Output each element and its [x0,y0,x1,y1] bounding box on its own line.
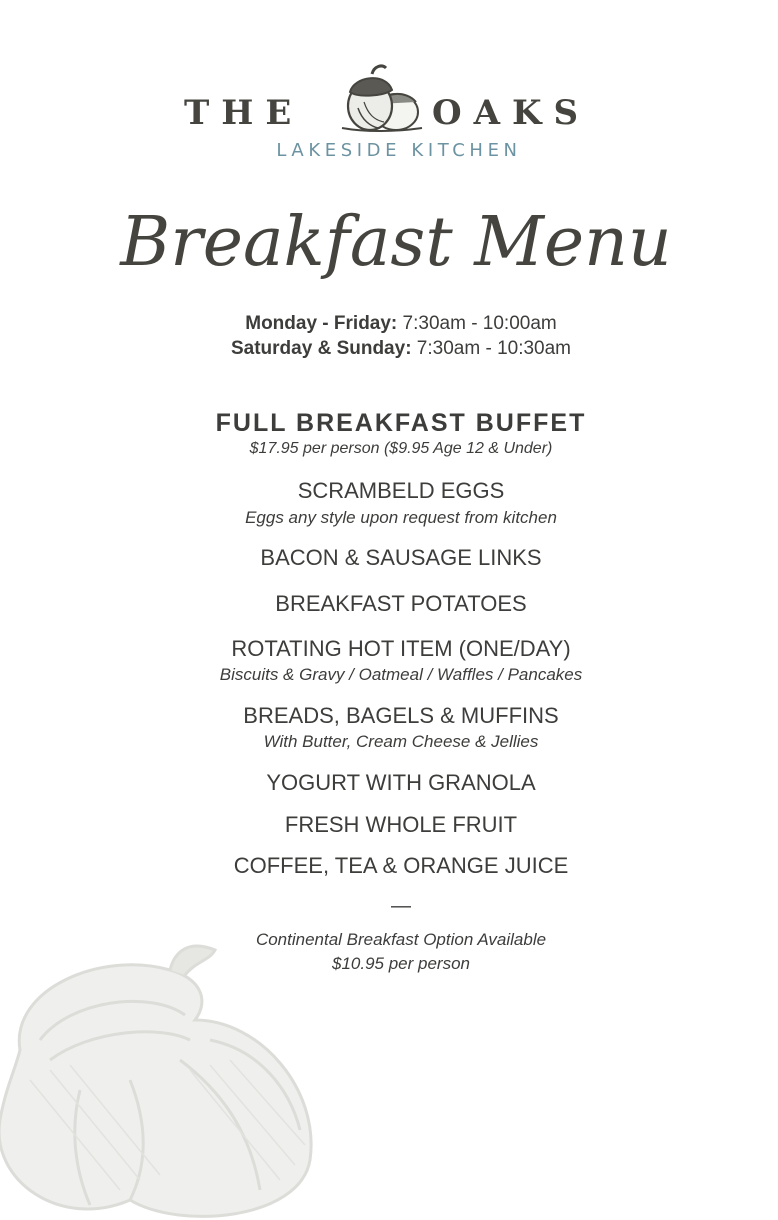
divider: — [391,895,411,917]
menu-item-name: FRESH WHOLE FRUIT [284,812,518,837]
hours-time: 7:30am - 10:30am [411,338,572,359]
menu-item-name: SCRAMBELD EGGS [297,478,505,503]
logo-word-oaks: OAKS [432,93,591,133]
menu-item-description: Biscuits & Gravy / Oatmeal / Waffles / Pancakes [219,665,583,684]
menu-item-name: BACON & SAUSAGE LINKS [260,545,542,570]
menu-item-description: With Butter, Cream Cheese & Jellies [263,732,539,751]
menu-item-description: Eggs any style upon request from kitchen [245,508,557,527]
acorn-icon [334,62,426,134]
menu-item-name: COFFEE, TEA & ORANGE JUICE [233,853,569,878]
menu-item-name: BREAKFAST POTATOES [275,591,527,616]
hours-weekday [0,313,778,335]
menu-title: Breakfast Menu [120,203,672,282]
buffet-price: $17.95 per person ($9.95 Age 12 & Under) [249,440,553,457]
menu-item-name: YOGURT WITH GRANOLA [266,770,536,795]
hours-weekend [0,338,778,360]
hours-days-label: Saturday & Sunday: [230,338,412,359]
continental-option: Continental Breakfast Option Available [255,930,547,949]
hours-time: 7:30am - 10:00am [397,313,557,334]
logo-subtitle: LAKESIDE KITCHEN [276,140,522,161]
menu-item-name: BREADS, BAGELS & MUFFINS [243,703,559,728]
restaurant-logo [0,62,778,162]
continental-price: $10.95 per person [332,954,470,973]
menu-item-name: ROTATING HOT ITEM (ONE/DAY) [231,636,571,661]
hours-days-label: Monday - Friday: [245,313,398,334]
buffet-title: FULL BREAKFAST BUFFET [215,409,587,437]
logo-word-the: THE [184,93,304,133]
